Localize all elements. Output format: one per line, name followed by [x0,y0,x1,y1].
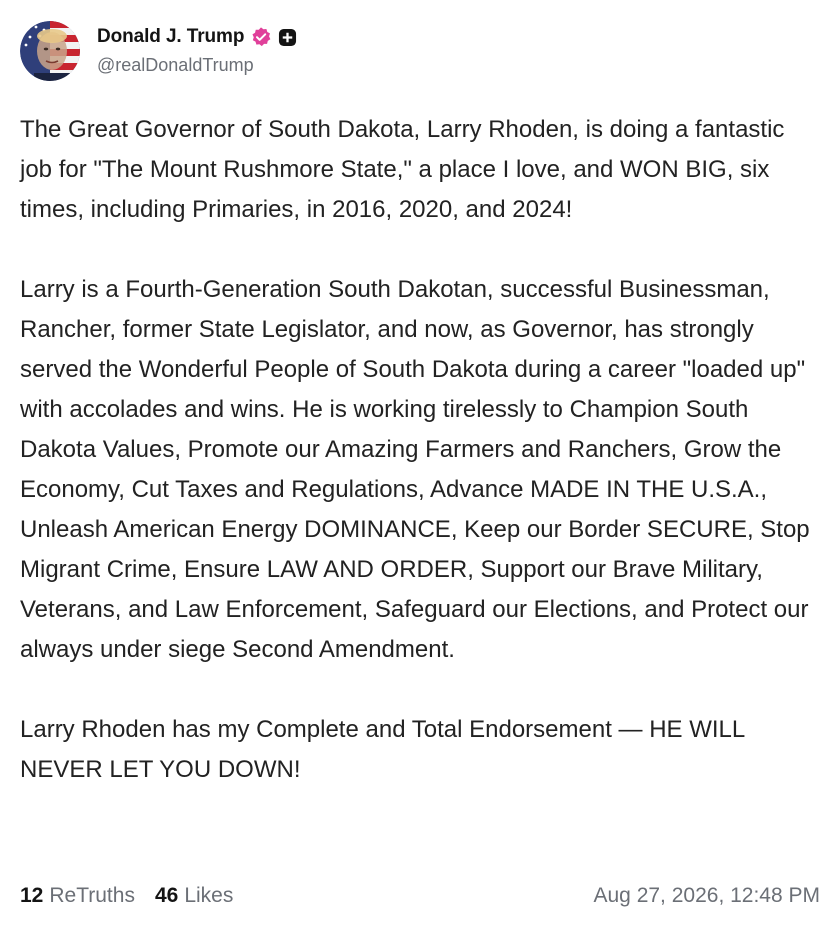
post-paragraph: The Great Governor of South Dakota, Larry Rhoden, is doing a fantastic job for "The Mount Rushmore State," a place I love, and WON BIG, six times, including Primaries, in 2016, 2020, and 2024! [20,116,785,223]
post-timestamp[interactable]: Aug 27, 2026, 12:48 PM [593,884,820,907]
display-name[interactable]: Donald J. Trump [97,26,245,47]
verified-badge-icon [250,26,272,48]
post-paragraph: Larry Rhoden has my Complete and Total Endorsement — HE WILL NEVER LET YOU DOWN! [20,716,745,783]
post-header [20,21,297,81]
retruths-label: ReTruths [49,884,135,907]
likes-stat[interactable] [155,884,233,908]
plus-badge-icon [278,28,297,47]
profile-avatar[interactable] [20,21,80,81]
retruths-stat[interactable] [20,884,135,908]
user-handle[interactable]: @realDonaldTrump [97,55,254,75]
post-footer [20,880,820,912]
author-info [97,24,297,76]
likes-label: Likes [184,884,234,907]
name-row [97,24,297,50]
likes-count: 46 [154,884,179,907]
retruths-count: 12 [20,884,44,907]
post-paragraph: Larry is a Fourth-Generation South Dakotan, successful Businessman, Rancher, former State Legislator, and now, as Governor, has strongly served the Wonderful People of South Dakota during a career "loaded up" with accolades and wins. He is working tirelessly to Champion South Dakota Values, Promote our Amazing Farmers and Ranchers, Grow the Economy, Cut Taxes and Regulations, Advance MADE IN THE U.S.A., Unleash American Energy DOMINANCE, Keep our Border SECURE, Stop Migrant Crime, Ensure LAW AND ORDER, Support our Brave Military, Veterans, and Law Enforcement, Safeguard our Elections, and Protect our always under siege Second Amendment. [20,276,810,663]
post-body [20,110,820,790]
